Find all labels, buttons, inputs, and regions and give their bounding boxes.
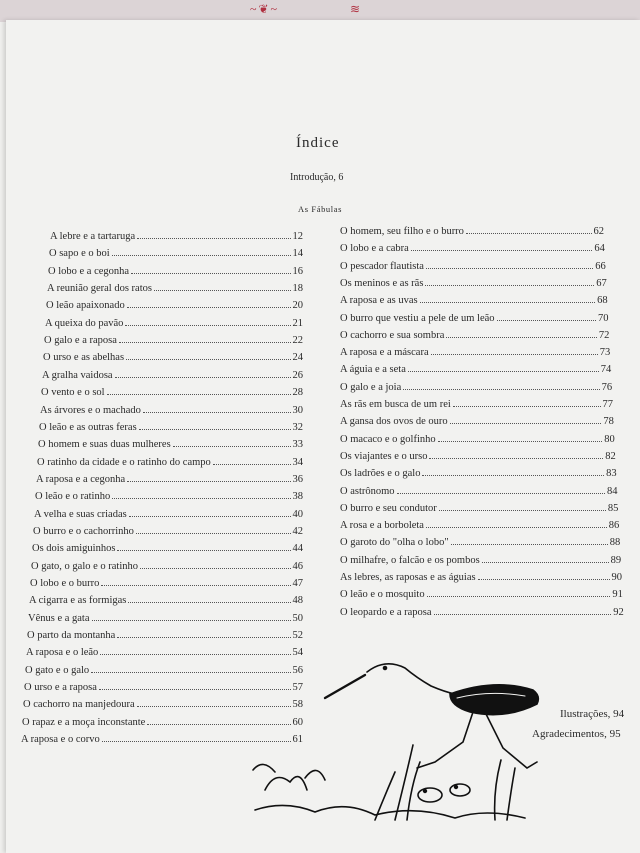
dot-leader (408, 371, 599, 372)
toc-entry-a-queixa-do-pavao (45, 314, 303, 329)
toc-entry-page: 34 (292, 456, 303, 468)
toc-entry-page: 44 (292, 543, 303, 555)
dot-leader (434, 614, 612, 615)
toc-entry-title: O galo e a raposa (44, 335, 117, 347)
dot-leader (446, 337, 597, 338)
dot-leader (112, 255, 291, 256)
toc-entry-page: 72 (598, 329, 610, 341)
dot-leader (420, 302, 596, 303)
toc-entry-o-garoto-do-olha-o-lobo (340, 533, 620, 548)
toc-entry-title: O gato e o galo (25, 664, 90, 676)
dot-leader (117, 550, 290, 551)
toc-entry-page: 85 (607, 502, 619, 514)
toc-entry-title: O sapo e o boi (49, 248, 110, 260)
toc-entry-page: 92 (613, 606, 624, 618)
toc-entry-o-sapo-e-o-boi (49, 244, 303, 259)
dot-leader (107, 394, 291, 395)
toc-entry-page: 74 (600, 364, 612, 376)
toc-entry-title: O lobo e a cabra (340, 243, 409, 255)
toc-entry-a-gralha-vaidosa (42, 366, 303, 381)
toc-entry-o-urso-e-as-abelhas (43, 348, 303, 363)
toc-entry-page: 91 (612, 589, 623, 601)
dot-leader (126, 359, 290, 360)
dot-leader (131, 273, 290, 274)
toc-entry-title: A reunião geral dos ratos (47, 283, 152, 295)
dot-leader (451, 544, 608, 545)
toc-entry-title: As árvores e o machado (40, 404, 141, 416)
toc-entry-page: 86 (608, 520, 620, 532)
toc-entry-page: 50 (292, 612, 303, 624)
toc-entry-title: A raposa e a máscara (340, 347, 429, 359)
section-heading: As Fábulas (298, 204, 343, 214)
toc-entry-page: 54 (292, 647, 303, 659)
toc-entry-title: Os meninos e as rãs (340, 277, 424, 289)
toc-entry-title: Os viajantes e o urso (340, 450, 428, 462)
dot-leader (173, 446, 291, 447)
toc-entry-title: O homem e suas duas mulheres (38, 439, 171, 451)
toc-entry-page: 83 (606, 468, 617, 480)
toc-entry-title: A cigarra e as formigas (29, 595, 127, 607)
toc-entry-title: Os ladrões e o galo (340, 468, 421, 480)
dot-leader (140, 568, 290, 569)
dot-leader (137, 238, 290, 239)
toc-entry-title: O burro e o cachorrinho (33, 525, 134, 537)
toc-entry-page: 16 (292, 265, 303, 277)
toc-entry-title: O cachorro e sua sombra (340, 329, 445, 341)
dot-leader (129, 516, 291, 517)
illustrations-entry: Ilustrações, 94 (560, 708, 625, 720)
dot-leader (478, 579, 610, 580)
dot-leader (119, 342, 291, 343)
toc-entry-a-raposa-e-a-cegonha (36, 470, 303, 485)
toc-entry-page: 60 (292, 716, 303, 728)
toc-entry-o-lobo-e-o-burro (30, 574, 303, 589)
toc-entry-a-gansa-dos-ovos-de-ouro (340, 412, 614, 427)
toc-entry-title: Vênus e a gata (28, 612, 90, 624)
dot-leader (115, 377, 291, 378)
toc-entry-title: O leão apaixonado (46, 300, 125, 312)
toc-entry-page: 80 (604, 433, 615, 445)
toc-entry-page: 82 (605, 450, 616, 462)
toc-entry-o-cachorro-e-sua-sombra (340, 326, 609, 341)
toc-entry-title: O rapaz e a moça inconstante (22, 716, 146, 728)
toc-entry-title: O lobo e o burro (30, 578, 100, 589)
toc-entry-page: 14 (292, 248, 303, 260)
toc-entry-title: As rãs em busca de um rei (340, 399, 451, 410)
flourish-ornament-icon: ~❦~ (250, 2, 280, 16)
toc-entry-title: O vento e o sol (41, 387, 105, 399)
toc-entry-title: A velha e suas criadas (34, 508, 127, 520)
toc-entry-o-burro-e-o-cachorrinho (33, 522, 303, 537)
toc-entry-o-homem-e-suas-duas-mulheres (38, 435, 303, 450)
toc-entry-o-lobo-e-a-cegonha (48, 262, 303, 277)
toc-entry-page: 36 (292, 473, 303, 485)
dot-leader (466, 233, 592, 234)
dot-leader (403, 389, 599, 390)
toc-entry-a-velha-e-suas-criadas (34, 505, 303, 520)
dot-leader (213, 464, 291, 465)
toc-entry-o-galo-e-a-raposa (44, 331, 303, 346)
dot-leader (427, 596, 611, 597)
toc-entry-page: 56 (292, 664, 303, 676)
toc-entry-page: 57 (292, 682, 303, 694)
toc-entry-title: O burro e seu condutor (340, 502, 437, 514)
acknowledgements-entry: Agradecimentos, 95 (532, 728, 621, 740)
toc-entry-title: O leão e as outras feras (39, 421, 137, 433)
dot-leader (426, 268, 593, 269)
dot-leader (426, 527, 607, 528)
dot-leader (429, 458, 603, 459)
toc-entry-o-ratinho-da-cidade-e-o-ratinho-do-campo (37, 453, 303, 468)
stork-illustration (245, 650, 545, 830)
toc-entry-o-macaco-e-o-golfinho (340, 430, 615, 445)
toc-entry-page: 78 (603, 416, 614, 428)
dot-leader (125, 325, 290, 326)
toc-entry-title: A águia e a seta (340, 364, 406, 376)
toc-entry-title: O garoto do "olha o lobo" (340, 537, 449, 549)
toc-entry-title: O gato, o galo e o ratinho (31, 560, 139, 572)
toc-entry-o-leao-e-o-ratinho (35, 487, 303, 502)
toc-entry-a-raposa-e-as-uvas (340, 291, 608, 306)
toc-entry-title: O ratinho da cidade e o ratinho do campo (37, 456, 211, 468)
toc-entry-page: 21 (292, 317, 303, 329)
toc-entry-page: 77 (602, 399, 613, 410)
toc-entry-title: O galo e a joia (340, 381, 402, 393)
toc-entry-title: O pescador flautista (340, 260, 424, 272)
toc-entry-title: O parto da montanha (27, 630, 116, 642)
dot-leader (438, 441, 603, 442)
toc-entry-o-leopardo-e-a-raposa (340, 603, 624, 618)
toc-entry-page: 32 (292, 421, 303, 433)
toc-entry-title: A raposa e o corvo (21, 734, 100, 746)
toc-entry-page: 58 (292, 699, 303, 711)
dot-leader (139, 429, 291, 430)
toc-entry-title: A gralha vaidosa (42, 369, 113, 381)
toc-entry-as-lebres-as-raposas-e-as-aguias (340, 568, 622, 583)
toc-entry-a-cigarra-e-as-formigas (29, 591, 303, 606)
toc-entry-page: 89 (610, 554, 622, 566)
toc-entry-page: 84 (607, 485, 618, 497)
toc-entry-a-raposa-e-a-mascara (340, 343, 610, 358)
toc-entry-page: 73 (599, 347, 611, 359)
toc-entry-o-burro-que-vestiu-a-pele-de-um-leao (340, 309, 609, 324)
toc-entry-title: A gansa dos ovos de ouro (340, 416, 448, 428)
toc-entry-title: A queixa do pavão (45, 317, 124, 329)
toc-entry-page: 40 (292, 508, 303, 520)
dot-leader (128, 602, 290, 603)
toc-entry-a-reuniao-geral-dos-ratos (47, 279, 303, 294)
dot-leader (143, 412, 291, 413)
toc-entry-page: 62 (593, 226, 604, 237)
page-title: Índice (296, 135, 340, 151)
toc-entry-a-lebre-e-a-tartaruga (50, 227, 303, 242)
dot-leader (127, 307, 291, 308)
dot-leader (482, 562, 609, 563)
toc-entry-page: 46 (292, 560, 303, 572)
toc-entry-title: A lebre e a tartaruga (50, 231, 136, 242)
toc-entry-page: 61 (292, 734, 303, 746)
toc-entry-title: O cachorro na manjedoura (23, 699, 135, 711)
toc-entry-o-milhafre-o-falcao-e-os-pombos (340, 551, 621, 566)
toc-entry-title: A rosa e a borboleta (340, 520, 424, 532)
toc-entry-os-ladroes-e-o-galo (340, 464, 617, 479)
toc-entry-page: 66 (595, 260, 606, 272)
toc-entry-title: O homem, seu filho e o burro (340, 226, 464, 237)
toc-entry-title: A raposa e a cegonha (36, 473, 126, 485)
toc-entry-title: O leão e o mosquito (340, 589, 425, 601)
toc-entry-title: O leão e o ratinho (35, 491, 111, 503)
toc-entry-os-meninos-e-as-ras (340, 274, 607, 289)
toc-entry-o-galo-e-a-joia (340, 378, 612, 393)
toc-entry-page: 68 (597, 295, 608, 307)
dot-leader (422, 475, 604, 476)
toc-entry-o-parto-da-montanha (27, 626, 303, 641)
toc-entry-page: 26 (292, 369, 303, 381)
toc-entry-title: A raposa e as uvas (340, 295, 418, 307)
toc-entry-page: 67 (596, 277, 607, 289)
dot-leader (117, 637, 290, 638)
toc-entry-o-homem-seu-filho-e-o-burro (340, 222, 604, 237)
toc-entry-title: O lobo e a cegonha (48, 265, 130, 277)
toc-entry-title: O macaco e o golfinho (340, 433, 436, 445)
dot-leader (411, 250, 593, 251)
toc-entry-page: 12 (292, 231, 303, 242)
toc-entry-page: 38 (292, 491, 303, 503)
toc-entry-o-burro-e-seu-condutor (340, 499, 618, 514)
toc-entry-o-leao-e-o-mosquito (340, 585, 623, 600)
dot-leader (397, 493, 605, 494)
introduction-entry: Introdução, 6 (290, 172, 344, 183)
dot-leader (154, 290, 291, 291)
previous-page-edge (0, 0, 640, 22)
toc-entry-page: 24 (292, 352, 303, 364)
toc-entry-page: 18 (292, 283, 303, 295)
toc-entry-title: O milhafre, o falcão e os pombos (340, 554, 480, 566)
toc-entry-title: O astrônomo (340, 485, 395, 497)
dot-leader (450, 423, 602, 424)
toc-entry-page: 20 (292, 300, 303, 312)
toc-entry-os-viajantes-e-o-urso (340, 447, 616, 462)
toc-entry-as-arvores-e-o-machado (40, 401, 303, 416)
toc-entry-page: 33 (292, 439, 303, 451)
toc-entry-a-aguia-e-a-seta (340, 360, 611, 375)
toc-entry-os-dois-amiguinhos (32, 539, 303, 554)
toc-entry-o-leao-apaixonado (46, 296, 303, 311)
dot-leader (453, 406, 601, 407)
dot-leader (127, 481, 290, 482)
toc-entry-as-ras-em-busca-de-um-rei (340, 395, 613, 410)
toc-entry-title: A raposa e o leão (26, 647, 99, 659)
toc-entry-page: 88 (609, 537, 621, 549)
dot-leader (431, 354, 598, 355)
toc-entry-o-gato-o-galo-e-o-ratinho (31, 557, 303, 572)
toc-entry-page: 22 (292, 335, 303, 347)
dot-leader (425, 285, 594, 286)
toc-entry-title: Os dois amiguinhos (32, 543, 116, 555)
toc-entry-title: O burro que vestiu a pele de um leão (340, 312, 495, 324)
dot-leader (92, 620, 291, 621)
fan-ornament-icon: ≋ (350, 2, 363, 16)
dot-leader (439, 510, 606, 511)
toc-entry-title: O urso e a raposa (24, 682, 97, 694)
dot-leader (101, 585, 290, 586)
dot-leader (112, 498, 290, 499)
toc-entry-title: O urso e as abelhas (43, 352, 125, 364)
dot-leader (497, 320, 596, 321)
toc-entry-o-astronomo (340, 482, 618, 497)
toc-entry-page: 76 (601, 381, 613, 393)
toc-entry-page: 30 (292, 404, 303, 416)
toc-entry-page: 28 (292, 387, 303, 399)
toc-entry-a-rosa-e-a-borboleta (340, 516, 619, 531)
dot-leader (136, 533, 291, 534)
toc-entry-page: 47 (292, 578, 303, 589)
toc-entry-title: As lebres, as raposas e as águias (340, 572, 476, 583)
toc-entry-page: 52 (292, 630, 303, 642)
toc-entry-page: 48 (292, 595, 303, 607)
toc-entry-page: 42 (292, 525, 303, 537)
toc-entry-title: O leopardo e a raposa (340, 606, 432, 618)
toc-entry-page: 64 (594, 243, 605, 255)
toc-entry-o-vento-e-o-sol (41, 383, 303, 398)
toc-entry-o-pescador-flautista (340, 257, 606, 272)
toc-entry-page: 70 (598, 312, 609, 324)
toc-entry-page: 90 (611, 572, 622, 583)
toc-entry-venus-e-a-gata (28, 609, 303, 624)
toc-entry-o-leao-e-as-outras-feras (39, 418, 303, 433)
toc-entry-o-lobo-e-a-cabra (340, 239, 605, 254)
